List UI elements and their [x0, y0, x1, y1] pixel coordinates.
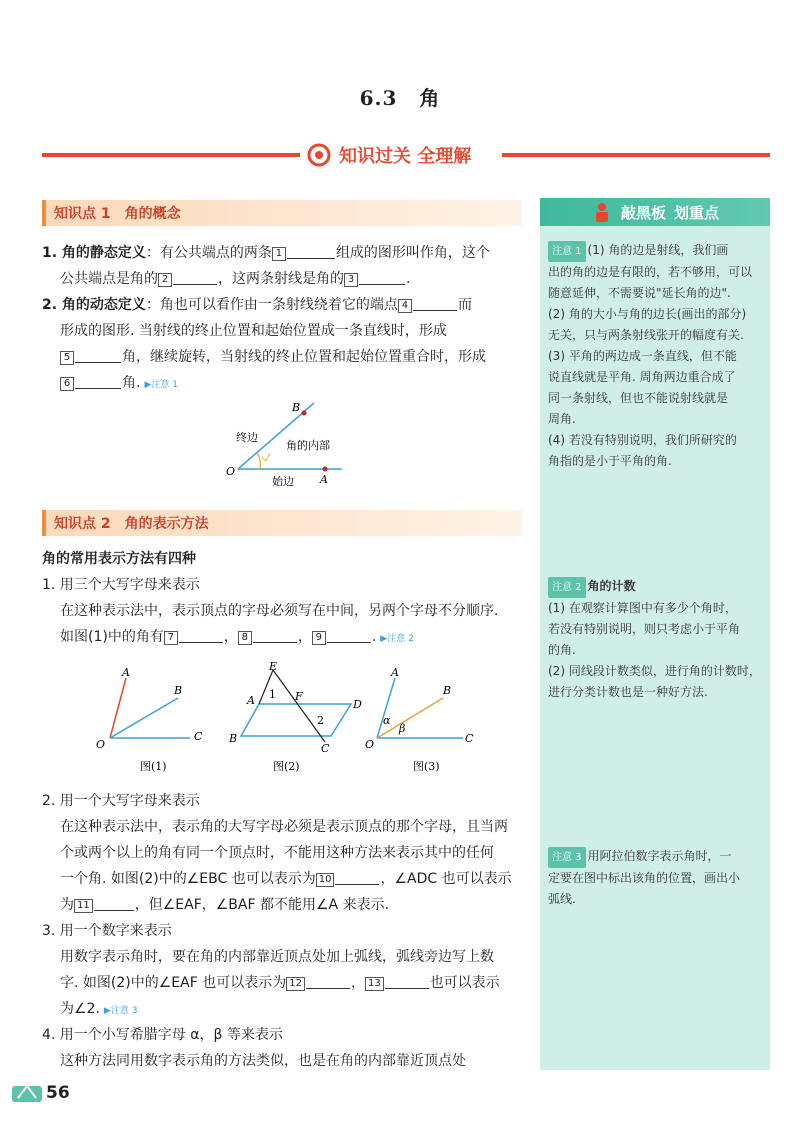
label-a: A: [320, 473, 328, 486]
kp1-def2-line4: 6 角. ▶注意 1: [60, 370, 544, 398]
fig3-label-b: B: [443, 684, 452, 697]
blank-2[interactable]: [173, 268, 217, 285]
kp1-def2-line1: 2. 角的动态定义：角也可以看作由一条射线绕着它的端点 4 而: [42, 292, 526, 318]
blank-9[interactable]: [327, 626, 371, 643]
kp2-m3-b: 字. 如图(2)中的∠EAF 也可以表示为 12 ， 13 也可以表示: [60, 970, 544, 996]
book-icon: [10, 1080, 44, 1106]
blank-8[interactable]: [253, 626, 297, 643]
blank-4[interactable]: [413, 294, 457, 311]
fig2-label-1: 1: [269, 688, 276, 701]
note-ref-3[interactable]: ▶注意 3: [103, 1006, 138, 1016]
kp2-m1-title: 1. 用三个大写字母来表示: [42, 577, 200, 593]
fig2-label-d: D: [353, 698, 362, 711]
page-number: 56: [10, 1080, 70, 1106]
fig2-label-b: B: [229, 732, 238, 745]
banner-rule-right: [502, 153, 770, 157]
fig3-caption: 图(3): [413, 760, 440, 773]
fig3-label-beta: β: [399, 722, 406, 735]
fig1-label-b: B: [174, 684, 183, 697]
fig1-label-a: A: [122, 666, 130, 679]
blank-1[interactable]: [287, 242, 335, 259]
fig2-label-c: C: [321, 742, 330, 755]
fig3-label-alpha: α: [383, 714, 391, 727]
figure-1: [90, 660, 220, 780]
arc-arrow: [262, 453, 270, 461]
swirl-icon: [305, 142, 333, 168]
label-initial: 始边: [272, 475, 294, 488]
ray-oa: [110, 678, 126, 738]
blank-3[interactable]: [359, 268, 405, 285]
kp2-m2-a: 在这种表示法中，表示角的大写字母必须是表示顶点的那个字母，且当两: [60, 819, 508, 835]
section-banner: [305, 140, 471, 170]
parallelogram: [241, 704, 351, 736]
line-ec: [273, 670, 325, 742]
point-a: [323, 467, 328, 472]
note-ref-1[interactable]: ▶注意 1: [144, 380, 178, 390]
fig2-label-2: 2: [317, 714, 324, 727]
kp1-def2-line3: 5 角，继续旋转，当射线的终止位置和起始位置重合时，形成: [60, 344, 544, 370]
banner-text: 知识过关 全理解: [339, 146, 472, 167]
kp2-m2-title: 2. 用一个大写字母来表示: [42, 793, 200, 809]
sidebar-note-1: 注意 1 (1) 角的边是射线，我们画 出的角的边是有限的，若不够用，可以 随意延伸，不需要说"延长角的边". (2) 角的大小与角的边长(画出的部分) 无关，只与两条射线张开的幅度有关. (3) 平角的两边成一条直线，但不能 说直线就是平角. 周角两边重合成了 同一条射线，但也不能说射线就是 周角. (4) 若没有特别说明，我们所研究的 角指的是小于平角的角.: [548, 243, 753, 468]
fig2-caption: 图(2): [273, 760, 300, 773]
label-b: B: [292, 401, 301, 414]
fig1-caption: 图(1): [140, 760, 167, 773]
fig3-label-a: A: [391, 666, 399, 679]
kp1-def2-line2: 形成的图形. 当射线的终止位置和起始位置成一条直线时，形成: [60, 323, 447, 339]
kp2-m1-b: 如图(1)中的角有 7 ， 8 ， 9 . ▶注意 2: [60, 624, 544, 652]
sidebar-note-2: 注意 2 角的计数 (1) 在观察计算图中有多少个角时， 若没有特别说明，则只考虑小于平角 的角. (2) 同线段计数类似，进行角的计数时， 进行分类计数也是一种好方法.: [548, 579, 761, 699]
banner-rule-left: [42, 153, 300, 157]
label-interior: 角的内部: [286, 439, 330, 452]
label-terminal: 终边: [236, 431, 258, 444]
angle-figure: [220, 395, 360, 495]
fig2-label-a: A: [247, 694, 255, 707]
fig2-label-f: F: [295, 690, 303, 703]
fig3-label-o: O: [365, 738, 375, 751]
teacher-icon: [591, 201, 613, 223]
sidebar-heading: 敲黑板 划重点: [540, 198, 770, 226]
sidebar-note-3: 注意 3 用阿拉伯数字表示角时，一 定要在图中标出该角的位置，画出小 弧线.: [548, 849, 741, 906]
fig1-label-o: O: [96, 738, 106, 751]
kp2-m2-e: 为 11 ，但∠EAF，∠BAF 都不能用∠A 来表示.: [60, 892, 544, 918]
page-title: 6.3 角: [359, 86, 441, 110]
blank-11[interactable]: [94, 894, 134, 911]
kp2-m3-a: 用数字表示角时，要在角的内部靠近顶点处加上弧线，弧线旁边写上数: [60, 949, 494, 965]
label-o: O: [226, 465, 236, 478]
kp2-heading: 知识点 2 角的表示方法: [42, 510, 522, 536]
fig2-label-e: E: [269, 660, 278, 673]
kp1-heading: 知识点 1 角的概念: [42, 200, 522, 226]
blank-7[interactable]: [179, 626, 223, 643]
figure-2: [225, 660, 365, 780]
blank-5[interactable]: [75, 346, 121, 363]
point-b: [302, 411, 307, 416]
kp2-m3-d: 为∠2. ▶注意 3: [60, 1001, 138, 1017]
kp2-m2-b: 个或两个以上的角有同一个顶点时，不能用这种方法来表示其中的任何: [60, 845, 494, 861]
note-ref-2[interactable]: ▶注意 2: [380, 634, 414, 644]
ray-ob: [110, 698, 178, 738]
figure-3: [365, 660, 485, 780]
fig1-label-c: C: [194, 730, 203, 743]
kp2-m3-title: 3. 用一个数字来表示: [42, 923, 172, 939]
blank-12[interactable]: [306, 972, 350, 989]
blank-6[interactable]: [75, 372, 121, 389]
kp1-def1-line2: 公共端点是角的 2 ，这两条射线是角的 3 .: [60, 266, 544, 292]
kp2-m2-c: 一个角. 如图(2)中的∠EBC 也可以表示为 10 ，∠ADC 也可以表示: [60, 866, 544, 892]
blank-13[interactable]: [385, 972, 429, 989]
kp2-m4-a: 这种方法同用数字表示角的方法类似，也是在角的内部靠近顶点处: [60, 1053, 466, 1069]
kp2-m4-title: 4. 用一个小写希腊字母 α，β 等来表示: [42, 1027, 283, 1043]
blank-10[interactable]: [335, 868, 379, 885]
kp1-def1-line1: 1. 角的静态定义：有公共端点的两条 1 组成的图形叫作角，这个: [42, 240, 526, 266]
fig3-label-c: C: [465, 732, 474, 745]
kp2-m1-a: 在这种表示法中，表示顶点的字母必须写在中间，另两个字母不分顺序.: [60, 603, 499, 619]
kp2-intro: 角的常用表示方法有四种: [42, 551, 196, 567]
angle-arc: [257, 453, 260, 469]
